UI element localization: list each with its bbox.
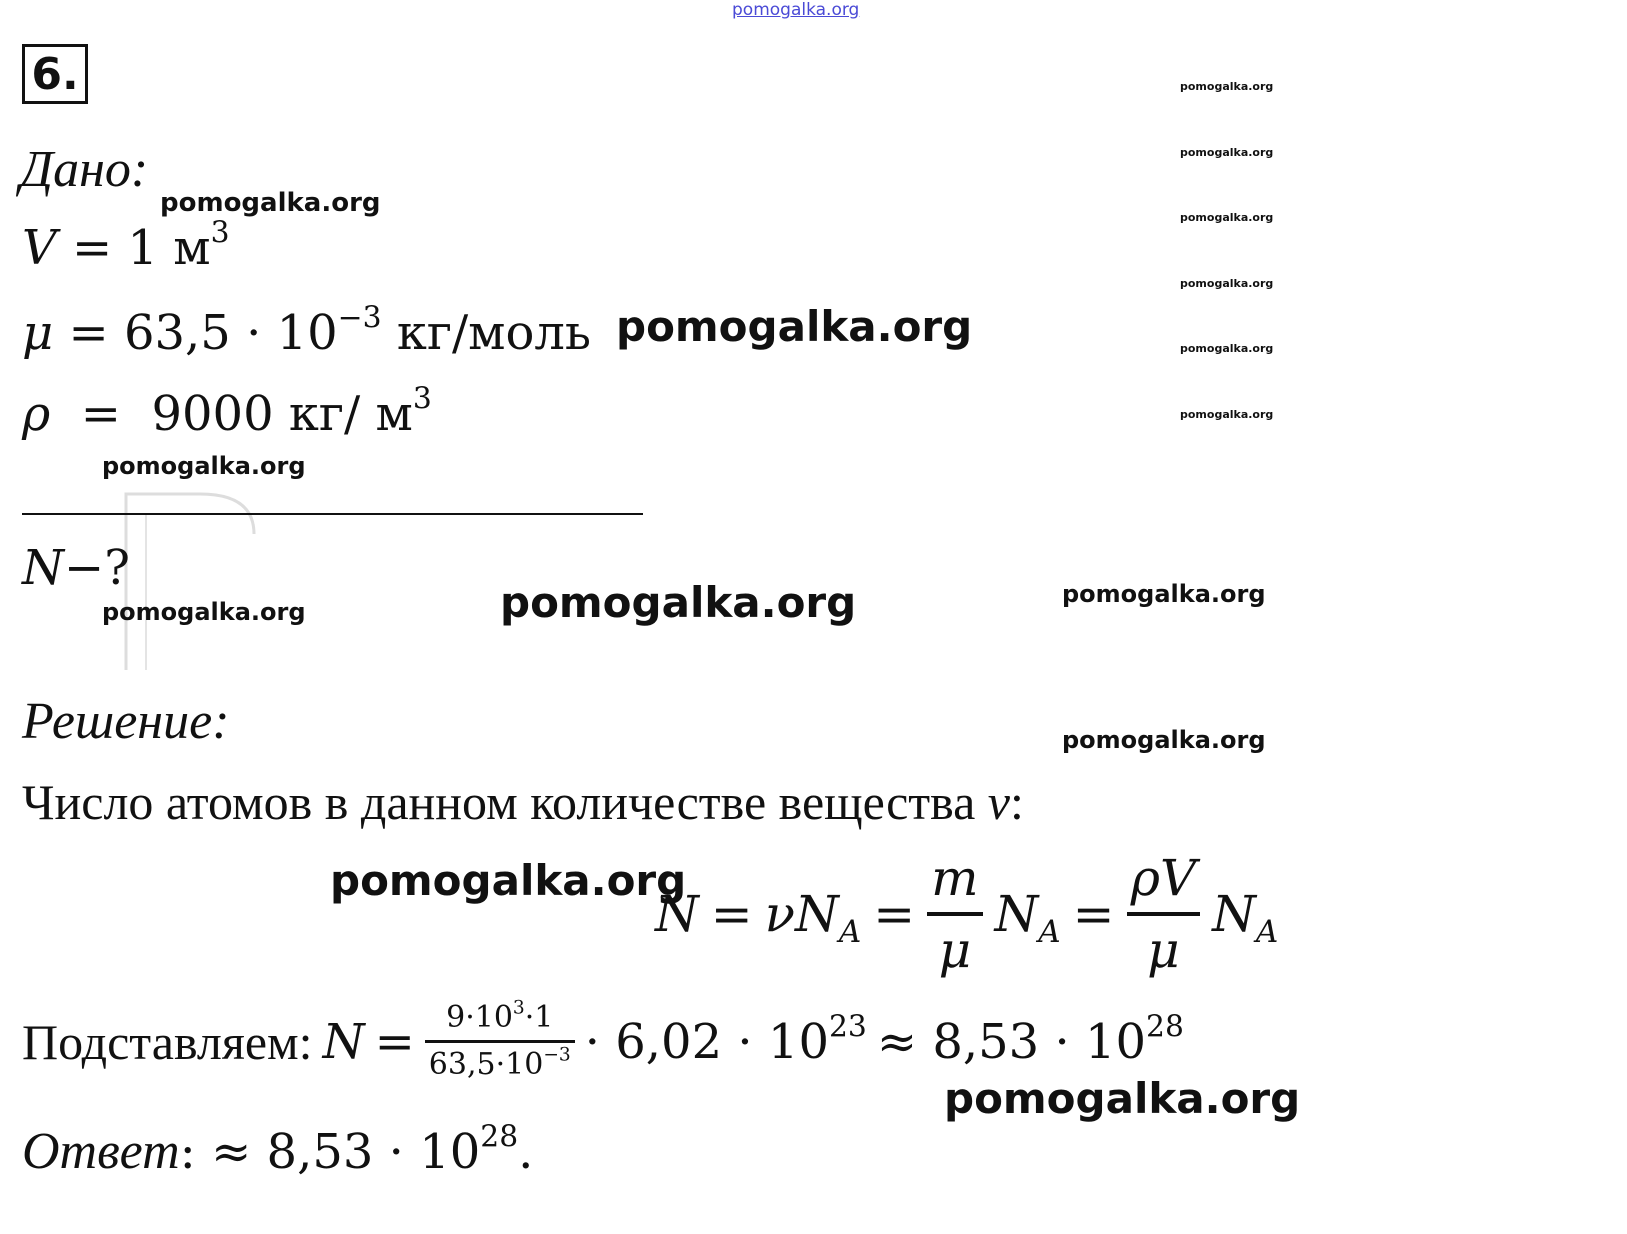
solution-statement: Число атомов в данном количестве вещества ν:	[22, 774, 1024, 830]
watermark-large: pomogalka.org	[330, 856, 687, 905]
watermark-small: pomogalka.org	[1180, 408, 1274, 421]
substitution-line: Подставляем: N = $\frac{9\cdot 10^3\cdot 1}{63,5\cdot 10^{-3}}$ · $6,02 \cdot 10^{23}$ ≈ $8,53 \cdot 10^{28}$	[22, 997, 1184, 1082]
rho-symbol: ρ	[22, 386, 51, 442]
watermark-small: pomogalka.org	[1180, 211, 1274, 224]
given-heading: Дано:	[20, 141, 149, 198]
main-formula: N = $\nu N_A$ = $\frac{m}{\mu}$ $N_A$ = $\frac{\rho V}{\mu}$ $N_A$	[655, 849, 1279, 979]
watermark-small: pomogalka.org	[1180, 342, 1274, 355]
find-unknown: N−?	[22, 540, 130, 596]
problem-number: 6.	[22, 44, 88, 104]
watermark-medium: pomogalka.org	[1062, 580, 1266, 608]
volume-symbol: V	[22, 220, 57, 276]
given-divider	[22, 513, 643, 515]
watermark-small: pomogalka.org	[1180, 80, 1274, 93]
fraction-rhoV-over-mu: $\frac{\rho V}{\mu}$	[1127, 848, 1201, 980]
answer-line: Ответ: ≈ $8,53 \cdot 10^{28}$.	[22, 1119, 534, 1180]
watermark-medium: pomogalka.org	[102, 598, 306, 626]
given-volume: V = 1 $м^3$	[22, 215, 230, 276]
watermark-large: pomogalka.org	[616, 302, 973, 351]
given-molar-mass: $\mu = 63,5 \cdot 10^{-3}$ кг/моль	[22, 300, 591, 361]
substitution-fraction: $\frac{9\cdot 10^3\cdot 1}{63,5\cdot 10^{-3}}$	[425, 1000, 575, 1083]
faint-background-shape	[120, 490, 260, 670]
given-density: ρ = 9000 кг/ $м^3$	[22, 381, 432, 442]
watermark-large: pomogalka.org	[944, 1074, 1301, 1123]
watermark-medium: pomogalka.org	[102, 452, 306, 480]
mu-symbol: μ	[22, 305, 54, 361]
fraction-m-over-mu: $\frac{m}{\mu}$	[927, 848, 982, 980]
watermark-medium: pomogalka.org	[160, 188, 381, 218]
top-watermark-link[interactable]: pomogalka.org	[732, 0, 860, 20]
watermark-large: pomogalka.org	[500, 578, 857, 627]
watermark-small: pomogalka.org	[1180, 277, 1274, 290]
watermark-small: pomogalka.org	[1180, 146, 1274, 159]
watermark-medium: pomogalka.org	[1062, 726, 1266, 754]
solution-heading: Решение:	[22, 693, 230, 750]
